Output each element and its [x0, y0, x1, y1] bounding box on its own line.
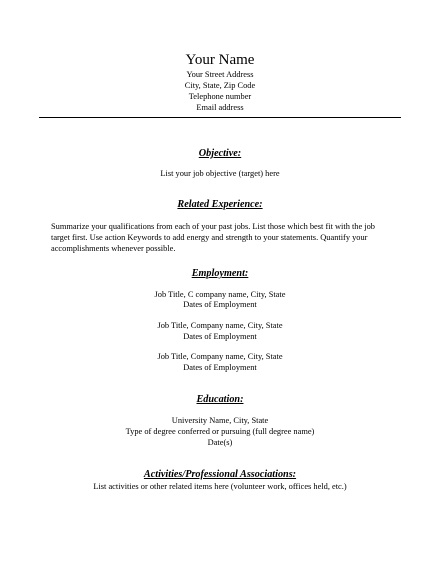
activities-heading: Activities/Professional Associations:	[143, 469, 297, 480]
education-heading: Education:	[196, 394, 244, 405]
objective-heading: Objective:	[198, 148, 242, 159]
telephone: Telephone number	[188, 92, 252, 101]
city-state-zip: City, State, Zip Code	[184, 81, 256, 90]
employment-dates: Dates of Employment	[183, 300, 257, 309]
related-experience-line: target first. Use action Keywords to add energy and strength to your statements. Quantify your	[51, 233, 368, 242]
education-university: University Name, City, State	[171, 416, 269, 425]
employment-heading: Employment:	[191, 268, 249, 279]
related-experience-text	[51, 221, 391, 254]
employment-job-title: Job Title, Company name, City, State	[157, 352, 283, 361]
employment-job-title: Job Title, Company name, City, State	[157, 321, 283, 330]
objective-text: List your job objective (target) here	[160, 169, 280, 178]
employment-dates: Dates of Employment	[183, 332, 257, 341]
related-experience-line: accomplishments whenever possible.	[51, 244, 176, 253]
education-degree: Type of degree conferred or pursuing (full degree name)	[125, 427, 315, 436]
header-divider	[39, 117, 401, 118]
related-experience-heading: Related Experience:	[177, 199, 263, 210]
employment-dates: Dates of Employment	[183, 363, 257, 372]
email-address: Email address	[196, 103, 244, 112]
related-experience-line: Summarize your qualifications from each of your past jobs. List those which best fit with the job	[51, 222, 375, 231]
street-address: Your Street Address	[186, 70, 254, 79]
activities-text: List activities or other related items here (volunteer work, offices held, etc.)	[93, 482, 347, 491]
education-dates: Date(s)	[207, 438, 233, 447]
resume-name: Your Name	[185, 52, 255, 68]
employment-job-title: Job Title, C company name, City, State	[154, 290, 286, 299]
